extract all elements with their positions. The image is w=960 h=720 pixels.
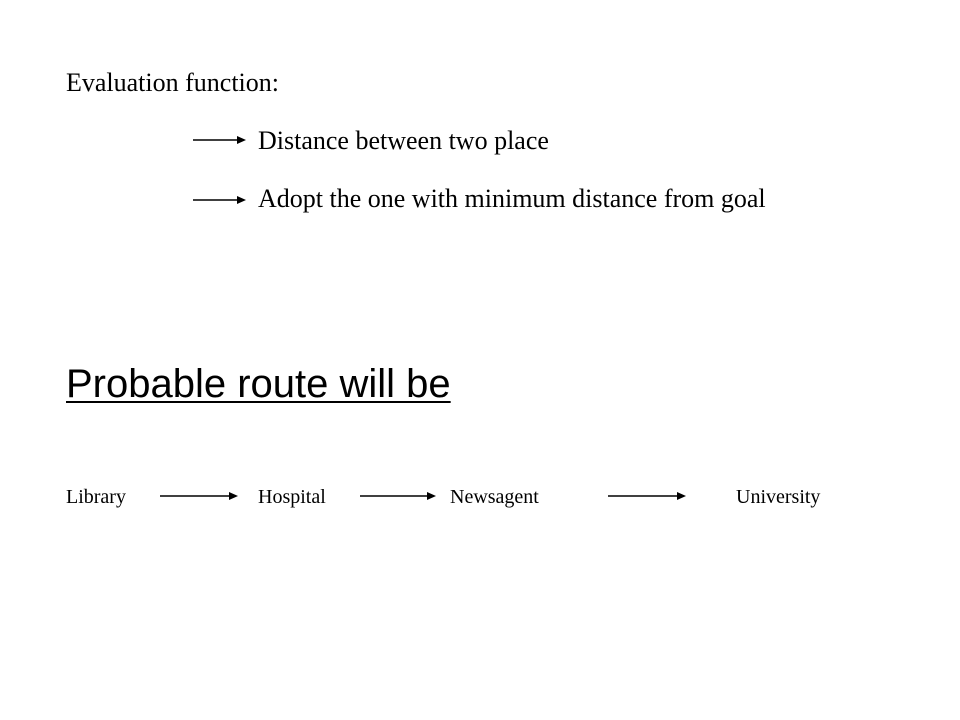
arrow-icon [160, 492, 238, 500]
route-title: Probable route will be [66, 362, 451, 406]
arrow-icon [193, 196, 246, 204]
evaluation-item-minimum: Adopt the one with minimum distance from goal [258, 184, 766, 213]
evaluation-label: Evaluation function: [66, 68, 280, 97]
route-node-university: University [736, 486, 821, 508]
arrow-icon [608, 492, 686, 500]
route-node-hospital: Hospital [258, 486, 326, 508]
route-node-newsagent: Newsagent [450, 486, 539, 508]
evaluation-item-distance: Distance between two place [258, 126, 549, 155]
arrow-icon [360, 492, 436, 500]
arrow-icon [193, 136, 246, 144]
route-node-library: Library [66, 486, 126, 508]
